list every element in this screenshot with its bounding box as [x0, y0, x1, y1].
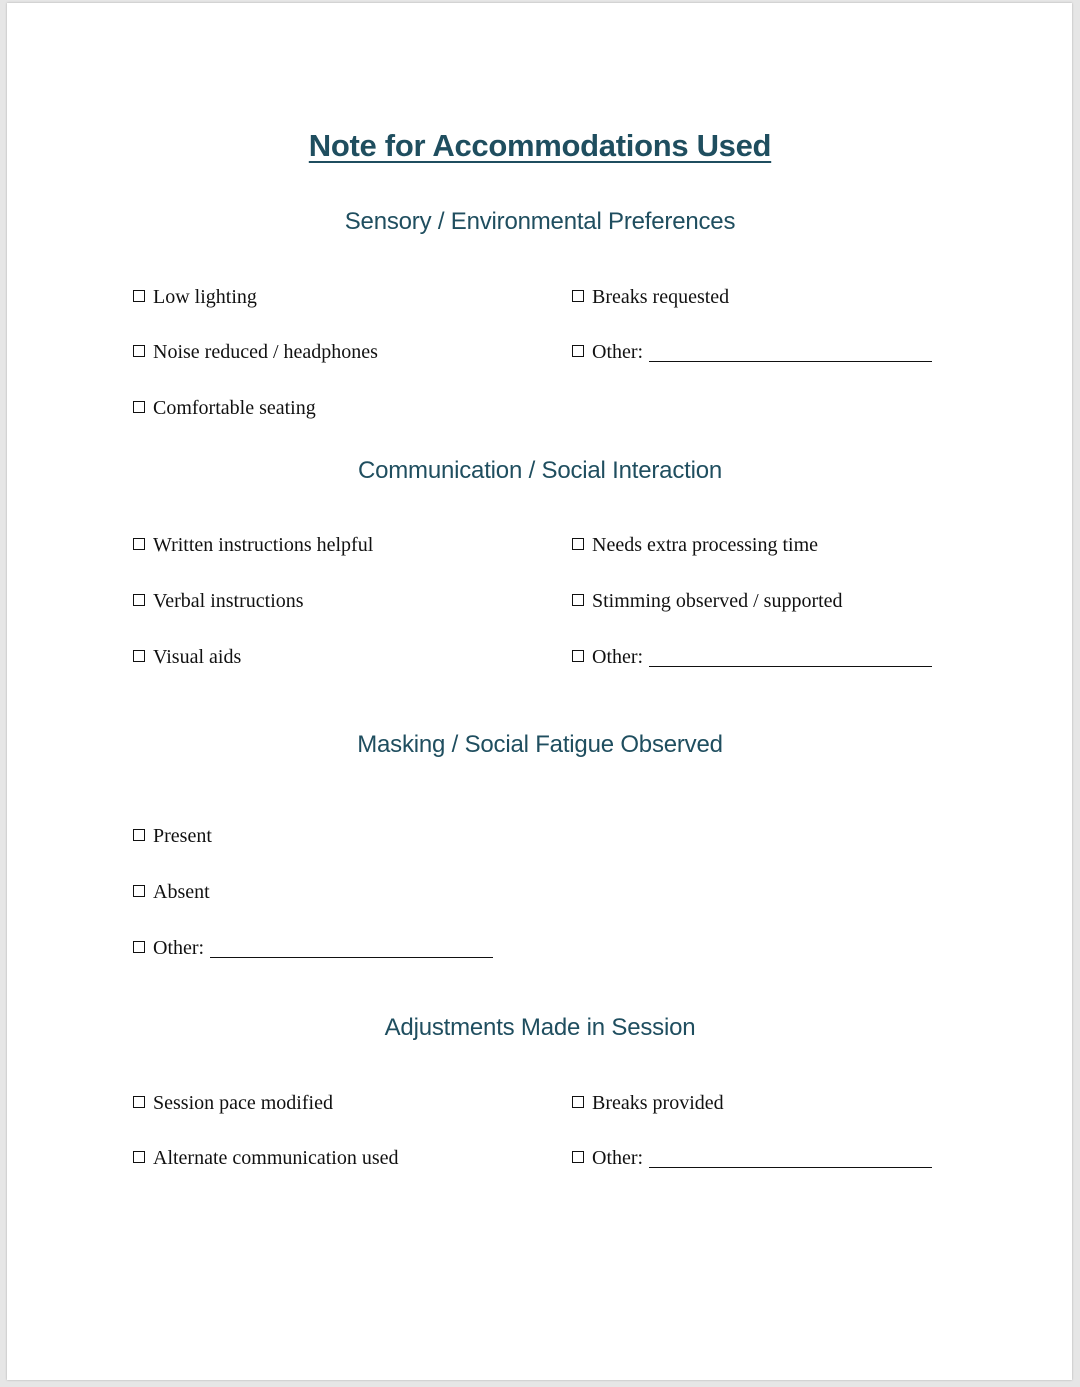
- checkbox-label: Other:: [592, 646, 644, 668]
- checkbox-label: Visual aids: [153, 646, 242, 668]
- section-heading-adjustments: Adjustments Made in Session: [384, 1014, 696, 1041]
- checkbox-low-lighting[interactable]: [133, 285, 257, 309]
- checkbox-label: Other:: [592, 1147, 644, 1169]
- checkbox-icon[interactable]: [572, 538, 584, 550]
- checkbox-absent[interactable]: [133, 880, 210, 904]
- checkbox-breaks-provided[interactable]: [572, 1091, 724, 1115]
- checkbox-label: Noise reduced / headphones: [153, 341, 378, 363]
- checkbox-icon[interactable]: [133, 594, 145, 606]
- other-blank-line[interactable]: [210, 939, 493, 958]
- other-blank-line[interactable]: [649, 1149, 932, 1168]
- checkbox-visual-aids[interactable]: [133, 645, 241, 669]
- checkbox-other-masking[interactable]: [133, 936, 493, 960]
- checkbox-present[interactable]: [133, 824, 212, 848]
- checkbox-extra-processing-time[interactable]: [572, 533, 818, 557]
- checkbox-icon[interactable]: [133, 885, 145, 897]
- checkbox-noise-reduced[interactable]: [133, 340, 378, 364]
- checkbox-session-pace-modified[interactable]: [133, 1091, 333, 1115]
- checkbox-icon[interactable]: [133, 1096, 145, 1108]
- section-heading-masking: Masking / Social Fatigue Observed: [357, 731, 723, 758]
- checkbox-other-adjustments[interactable]: [572, 1146, 932, 1170]
- checkbox-label: Other:: [153, 937, 205, 959]
- checkbox-icon[interactable]: [133, 1151, 145, 1163]
- checkbox-label: Low lighting: [153, 286, 257, 308]
- checkbox-label: Comfortable seating: [153, 397, 316, 419]
- checkbox-icon[interactable]: [133, 538, 145, 550]
- checkbox-stimming-observed[interactable]: [572, 589, 843, 613]
- checkbox-verbal-instructions[interactable]: [133, 589, 304, 613]
- checkbox-comfortable-seating[interactable]: [133, 396, 316, 420]
- checkbox-label: Alternate communication used: [153, 1147, 399, 1169]
- checkbox-label: Breaks requested: [592, 286, 730, 308]
- checkbox-icon[interactable]: [133, 650, 145, 662]
- checkbox-icon[interactable]: [572, 1096, 584, 1108]
- checkbox-label: Session pace modified: [153, 1092, 333, 1114]
- checkbox-icon[interactable]: [133, 401, 145, 413]
- checkbox-alternate-communication[interactable]: [133, 1146, 398, 1170]
- checkbox-icon[interactable]: [572, 345, 584, 357]
- checkbox-label: Other:: [592, 341, 644, 363]
- checkbox-label: Present: [153, 825, 212, 847]
- checkbox-label: Absent: [153, 881, 210, 903]
- page-title: Note for Accommodations Used: [308, 128, 772, 163]
- checkbox-other-sensory[interactable]: [572, 340, 932, 364]
- checkbox-icon[interactable]: [133, 345, 145, 357]
- section-heading-communication: Communication / Social Interaction: [357, 457, 723, 484]
- checkbox-label: Verbal instructions: [153, 590, 304, 612]
- checkbox-other-communication[interactable]: [572, 645, 932, 669]
- checkbox-label: Written instructions helpful: [153, 534, 374, 556]
- other-blank-line[interactable]: [649, 343, 932, 362]
- checkbox-icon[interactable]: [133, 941, 145, 953]
- checkbox-label: Stimming observed / supported: [592, 590, 843, 612]
- checkbox-written-instructions[interactable]: [133, 533, 373, 557]
- checkbox-icon[interactable]: [572, 650, 584, 662]
- checkbox-icon[interactable]: [572, 290, 584, 302]
- checkbox-breaks-requested[interactable]: [572, 285, 729, 309]
- checkbox-label: Needs extra processing time: [592, 534, 819, 556]
- other-blank-line[interactable]: [649, 648, 932, 667]
- checkbox-icon[interactable]: [572, 594, 584, 606]
- checkbox-icon[interactable]: [133, 290, 145, 302]
- checkbox-label: Breaks provided: [592, 1092, 724, 1114]
- checkbox-icon[interactable]: [572, 1151, 584, 1163]
- section-heading-sensory: Sensory / Environmental Preferences: [344, 208, 736, 235]
- checkbox-icon[interactable]: [133, 829, 145, 841]
